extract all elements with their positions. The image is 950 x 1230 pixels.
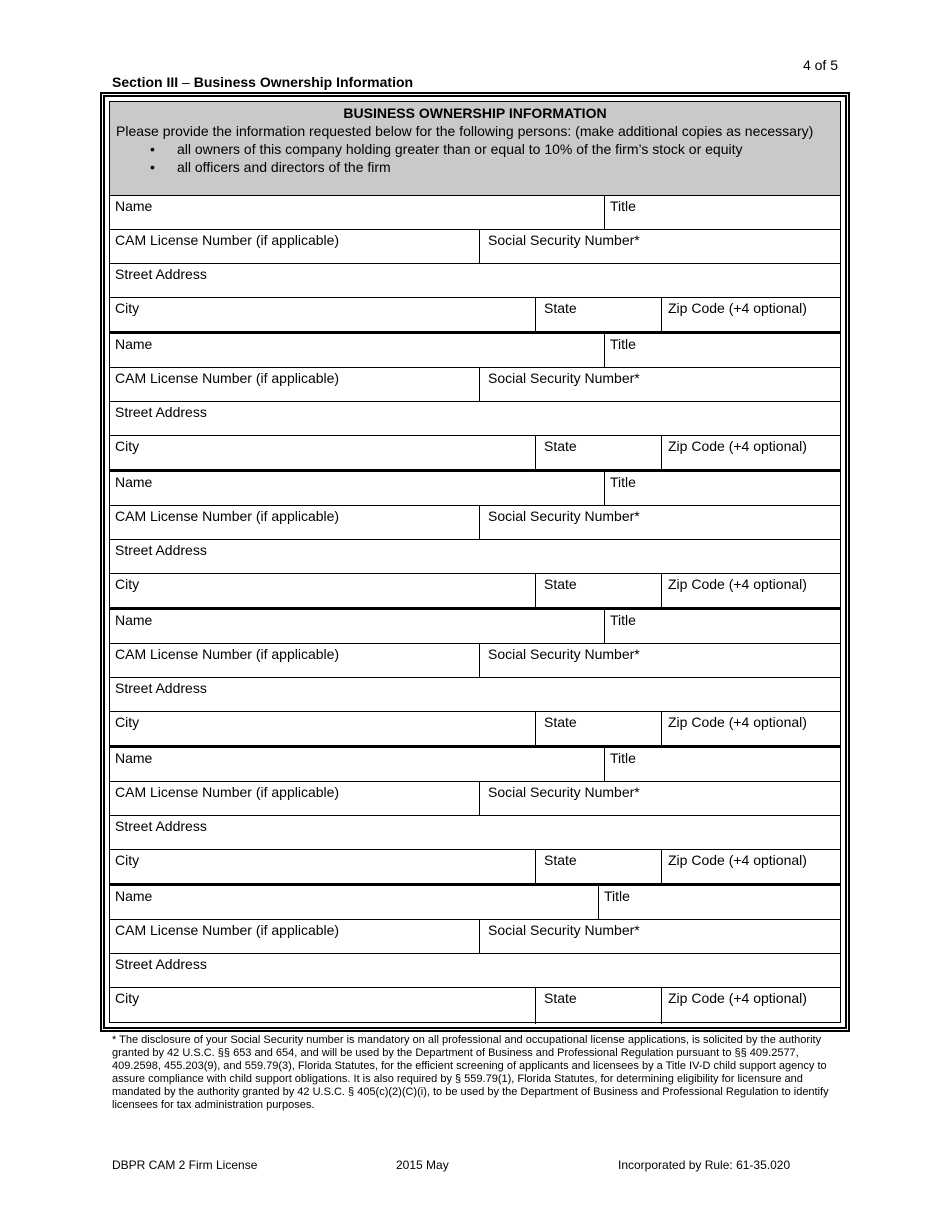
footer-date: 2015 May: [396, 1158, 449, 1172]
title-label: Title: [610, 336, 636, 352]
owner-group: [110, 334, 840, 472]
name-title-row: [110, 334, 840, 368]
city-field[interactable]: [110, 298, 535, 331]
name-title-row: [110, 748, 840, 782]
state-field[interactable]: [535, 436, 661, 469]
street-address-label: Street Address: [115, 818, 207, 834]
city-state-zip-row: [110, 574, 840, 610]
state-field[interactable]: [535, 712, 661, 745]
street-address-label: Street Address: [115, 404, 207, 420]
city-state-zip-row: [110, 436, 840, 472]
license-ssn-row: [110, 782, 840, 816]
cam-license-field[interactable]: [110, 230, 479, 263]
city-label: City: [115, 438, 140, 454]
zip-code-field[interactable]: [661, 436, 840, 469]
name-title-row: [110, 472, 840, 506]
city-state-zip-row: [110, 712, 840, 748]
name-field[interactable]: [110, 334, 604, 367]
street-row: [110, 540, 840, 574]
city-label: City: [115, 576, 140, 592]
ssn-field[interactable]: [479, 782, 840, 815]
bullet-list: [116, 140, 834, 176]
name-title-row: [110, 886, 840, 920]
title-label: Title: [610, 198, 636, 214]
cam-license-label: CAM License Number (if applicable): [115, 646, 340, 662]
zip-code-label: Zip Code (+4 optional): [668, 576, 807, 592]
title-field[interactable]: [604, 334, 840, 367]
city-label: City: [115, 300, 140, 316]
name-label: Name: [115, 750, 153, 766]
ssn-field[interactable]: [479, 506, 840, 539]
ssn-label: Social Security Number*: [488, 370, 640, 386]
state-label: State: [544, 990, 577, 1006]
street-address-field[interactable]: [110, 816, 840, 849]
cam-license-field[interactable]: [110, 368, 479, 401]
license-ssn-row: [110, 230, 840, 264]
ssn-field[interactable]: [479, 230, 840, 263]
street-address-label: Street Address: [115, 956, 207, 972]
state-label: State: [544, 852, 577, 868]
owner-group: [110, 748, 840, 886]
cam-license-label: CAM License Number (if applicable): [115, 232, 340, 248]
zip-code-field[interactable]: [661, 712, 840, 745]
city-field[interactable]: [110, 436, 535, 469]
state-label: State: [544, 300, 577, 316]
section-title: [112, 74, 413, 90]
section-label: Section III: [112, 74, 179, 90]
cam-license-label: CAM License Number (if applicable): [115, 922, 340, 938]
ssn-label: Social Security Number*: [488, 232, 640, 248]
ownership-form: [100, 92, 850, 1032]
state-label: State: [544, 438, 577, 454]
license-ssn-row: [110, 644, 840, 678]
ssn-label: Social Security Number*: [488, 784, 640, 800]
form-header-title: BUSINESS OWNERSHIP INFORMATION: [343, 105, 607, 121]
state-label: State: [544, 576, 577, 592]
form-instruction: Please provide the information requested below for the following persons: (make additional copies as necessary): [116, 123, 814, 139]
cam-license-field[interactable]: [110, 644, 479, 677]
name-label: Name: [115, 198, 153, 214]
street-address-field[interactable]: [110, 954, 840, 987]
city-state-zip-row: [110, 298, 840, 334]
name-field[interactable]: [110, 748, 604, 781]
footer-rule: Incorporated by Rule: 61-35.020: [618, 1158, 791, 1172]
footer-form-id: DBPR CAM 2 Firm License: [112, 1158, 258, 1172]
city-field[interactable]: [110, 850, 535, 883]
title-field[interactable]: [604, 748, 840, 781]
city-state-zip-row: [110, 850, 840, 886]
title-label: Title: [610, 612, 636, 628]
street-row: [110, 954, 840, 988]
state-field[interactable]: [535, 850, 661, 883]
name-field[interactable]: [110, 472, 604, 505]
name-label: Name: [115, 888, 153, 904]
state-field[interactable]: [535, 988, 661, 1024]
zip-code-field[interactable]: [661, 574, 840, 607]
ssn-label: Social Security Number*: [488, 922, 640, 938]
cam-license-label: CAM License Number (if applicable): [115, 784, 340, 800]
city-label: City: [115, 852, 140, 868]
name-label: Name: [115, 336, 153, 352]
ssn-label: Social Security Number*: [488, 508, 640, 524]
owner-group: [110, 886, 840, 1024]
zip-code-field[interactable]: [661, 298, 840, 331]
owner-group: [110, 196, 840, 334]
ssn-label: Social Security Number*: [488, 646, 640, 662]
form-header: [110, 102, 840, 196]
title-label: Title: [610, 474, 636, 490]
title-field[interactable]: [604, 196, 840, 229]
street-row: [110, 816, 840, 850]
license-ssn-row: [110, 368, 840, 402]
street-address-label: Street Address: [115, 542, 207, 558]
street-row: [110, 264, 840, 298]
name-label: Name: [115, 474, 153, 490]
cam-license-field[interactable]: [110, 506, 479, 539]
bullet-owners: • all owners of this company holding greater than or equal to 10% of the firm’s stock or equity: [150, 140, 834, 158]
name-field[interactable]: [110, 196, 604, 229]
zip-code-field[interactable]: [661, 850, 840, 883]
license-ssn-row: [110, 506, 840, 540]
bullet-officers: • all officers and directors of the firm: [150, 158, 834, 176]
city-label: City: [115, 714, 140, 730]
zip-code-field[interactable]: [661, 988, 840, 1024]
name-title-row: [110, 196, 840, 230]
zip-code-label: Zip Code (+4 optional): [668, 714, 807, 730]
section-dash: –: [182, 74, 190, 90]
ssn-field[interactable]: [479, 644, 840, 677]
zip-code-label: Zip Code (+4 optional): [668, 300, 807, 316]
ssn-field[interactable]: [479, 368, 840, 401]
state-field[interactable]: [535, 298, 661, 331]
cam-license-label: CAM License Number (if applicable): [115, 508, 340, 524]
city-label: City: [115, 990, 140, 1006]
street-address-label: Street Address: [115, 680, 207, 696]
zip-code-label: Zip Code (+4 optional): [668, 438, 807, 454]
cam-license-field[interactable]: [110, 782, 479, 815]
ssn-field[interactable]: [479, 920, 840, 953]
name-label: Name: [115, 612, 153, 628]
city-field[interactable]: [110, 988, 535, 1024]
person-groups: [110, 196, 840, 1024]
title-field[interactable]: [598, 886, 840, 919]
zip-code-label: Zip Code (+4 optional): [668, 852, 807, 868]
ssn-footnote: * The disclosure of your Social Security number is mandatory on all professional and occupational license applications, is solicited by the authority granted by 42 U.S.C. §§ 653 and 654, and will be used by the Department of Business and Professional Regulation pursuant to §§ 409.2577, 409.2598, 455.203(9), and 559.79(3), Florida Statutes, for the efficient screening of applicants and licensees by a Title IV-D child support agency to assure compliance with child support obligations. It is also required by § 559.79(1), Florida Statutes, for determining eligibility for licensure and mandated by the authority granted by 42 U.S.C. § 405(c)(2)(C)(i), to be used by the Department of Business and Professional Regulation to identify licensees for tax administration purposes.: [112, 1034, 829, 1111]
title-label: Title: [604, 888, 630, 904]
owner-group: [110, 472, 840, 610]
title-field[interactable]: [604, 472, 840, 505]
title-label: Title: [610, 750, 636, 766]
street-row: [110, 402, 840, 436]
street-address-field[interactable]: [110, 264, 840, 297]
zip-code-label: Zip Code (+4 optional): [668, 990, 807, 1006]
page-number: 4 of 5: [802, 57, 838, 73]
form-inner: [109, 101, 841, 1023]
street-address-field[interactable]: [110, 402, 840, 435]
cam-license-label: CAM License Number (if applicable): [115, 370, 340, 386]
cam-license-field[interactable]: [110, 920, 479, 953]
license-ssn-row: [110, 920, 840, 954]
section-name: Business Ownership Information: [193, 74, 414, 90]
street-address-field[interactable]: [110, 678, 840, 711]
street-address-label: Street Address: [115, 266, 207, 282]
state-field[interactable]: [535, 574, 661, 607]
street-address-field[interactable]: [110, 540, 840, 573]
state-label: State: [544, 714, 577, 730]
city-field[interactable]: [110, 712, 535, 745]
name-title-row: [110, 610, 840, 644]
title-field[interactable]: [604, 610, 840, 643]
name-field[interactable]: [110, 886, 598, 919]
street-row: [110, 678, 840, 712]
name-field[interactable]: [110, 610, 604, 643]
city-state-zip-row: [110, 988, 840, 1024]
city-field[interactable]: [110, 574, 535, 607]
owner-group: [110, 610, 840, 748]
